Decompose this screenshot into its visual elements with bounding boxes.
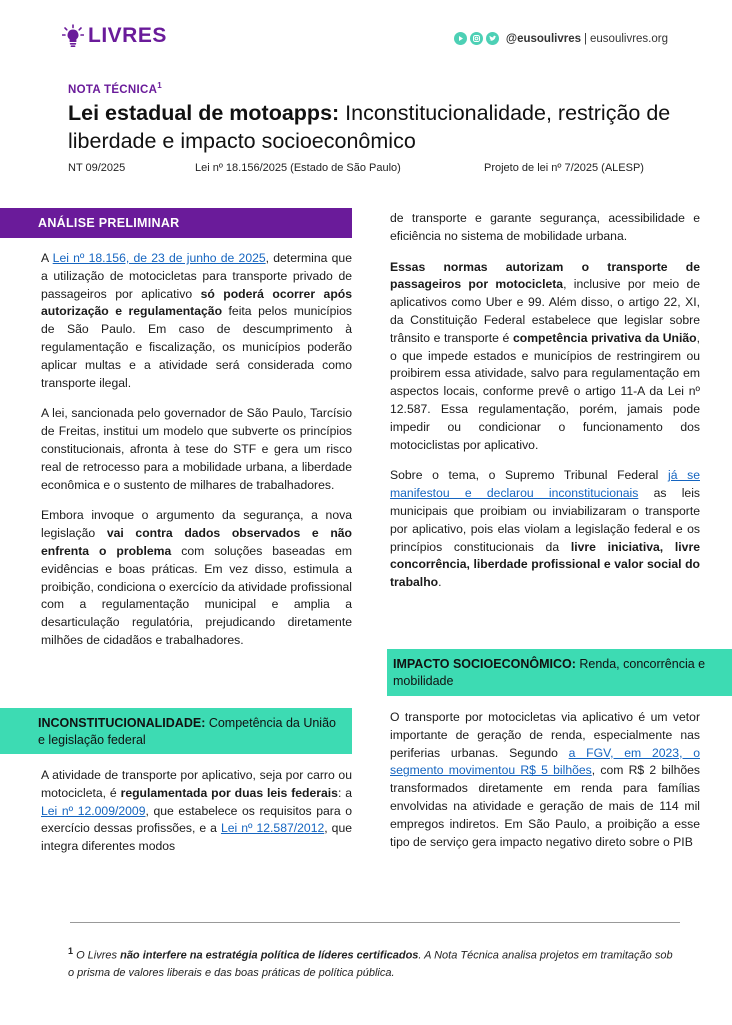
footnote — [68, 943, 678, 982]
left-column-bottom — [41, 767, 352, 869]
text-run: , com R$ 2 bilhões transformados diretamente em renda para famílias envolvidas na atividade e geração de mais de 114 mil empregos indiretos. Em São Paulo, a proibição a esse tipo de serviço gera impacto negativo direto sobre o PIB — [390, 763, 700, 849]
emphasis-text: vai contra dados observados e não enfrenta o problema — [41, 526, 352, 558]
section-impacto-bold: IMPACTO SOCIOECONÔMICO: — [393, 657, 576, 671]
text-run: as leis municipais que proibiam ou inviabilizaram o transporte por aplicativo, pois elas violam a legislação federal e os princípios constitucionais da — [390, 486, 700, 554]
instagram-icon[interactable] — [470, 32, 483, 45]
title-bold: Lei estadual de motoapps: — [68, 101, 340, 125]
youtube-icon[interactable] — [454, 32, 467, 45]
lightbulb-icon — [62, 24, 84, 48]
link-fgv-2023[interactable]: a FGV, em 2023, o segmento movimentou R$ 5 bilhões — [390, 745, 700, 778]
footnote-mark: 1 — [68, 946, 74, 956]
text-run: O Livres — [73, 949, 121, 962]
paragraph-renda — [390, 709, 700, 851]
right-column-top — [390, 210, 700, 605]
text-run: . — [438, 575, 442, 590]
text-run: A — [41, 251, 53, 265]
text-run: com soluções baseadas em evidências e boas práticas. Em vez disso, estimula a proibição, condiciona o exercício da atividade profissional com a regulamentação municipal e amplia a desarticulação regulatória, prejudicando diretamente milhões de cidadãos e trabalhadores. — [41, 543, 352, 647]
emphasis-text: regulamentada por duas leis federais — [120, 785, 338, 800]
link-stf-decisao[interactable]: já se manifestou e declarou inconstitucionais — [390, 468, 700, 501]
nt-number: NT 09/2025 — [68, 162, 126, 174]
link-lei-12587[interactable]: Lei nº 12.587/2012 — [220, 821, 325, 836]
page-title — [68, 99, 688, 155]
paragraph-transporte-continuacao: de transporte e garante segurança, acessibilidade e eficiência no sistema de mobilidade urbana. — [390, 211, 700, 243]
text-run: . A Nota Técnica analisa projetos em tramitação sob o prisma de valores liberais e das boas práticas de política pública. — [68, 949, 673, 979]
text-run: O transporte por motocicletas via aplicativo é um vetor importante de geração de renda, especialmente nas periferias urbanas. Segundo — [390, 710, 700, 760]
paragraph-leis-federais — [41, 767, 352, 856]
law-reference: Lei nº 18.156/2025 (Estado de São Paulo) — [195, 162, 401, 174]
link-lei-12009[interactable]: Lei nº 12.009/2009 — [41, 803, 146, 818]
paragraph-seguranca — [41, 507, 352, 649]
emphasis-text: competência privativa da União — [512, 330, 697, 345]
livres-logo[interactable] — [62, 24, 167, 48]
social-handle[interactable]: @eusoulivres — [505, 32, 582, 45]
text-run: : a — [337, 785, 352, 800]
section-impacto-rest: Renda, concorrência e mobilidade — [393, 657, 706, 688]
header-separator: | — [584, 32, 588, 45]
paragraph-normas-autorizam — [390, 259, 700, 455]
footnote-divider — [70, 922, 680, 923]
paragraph-stf — [390, 467, 700, 592]
text-run: Sobre o tema, o Supremo Tribunal Federal — [390, 468, 669, 483]
right-column-bottom — [390, 709, 700, 864]
link-lei-18156[interactable]: Lei nº 18.156, de 23 de junho de 2025 — [52, 251, 266, 265]
section-analise-preliminar: ANÁLISE PRELIMINAR — [0, 208, 352, 238]
text-run: , inclusive por meio de aplicativos como Uber e 99. Além disso, o artigo 22, XI, da Constituição Federal estabelece que legislar sobre trânsito e transporte é — [390, 277, 700, 345]
text-run: A atividade de transporte por aplicativo, seja por carro ou motocicleta, é — [41, 768, 352, 800]
text-run: feita pelos municípios de São Paulo. Em caso de descumprimento à regulamentação e fiscalização, os municípios poderão aplicar multas e a atividade será considerada como transporte ilegal. — [41, 304, 352, 390]
kicker-text: NOTA TÉCNICA — [68, 83, 158, 96]
section-inconst-rest: Competência da União e legislação federal — [38, 716, 336, 747]
left-column-top — [41, 250, 352, 663]
text-run: , determina que a utilização de motocicletas para transporte privado de passageiros por aplicativo — [41, 251, 352, 301]
bill-reference: Projeto de lei nº 7/2025 (ALESP) — [484, 162, 644, 174]
paragraph-sancionada: A lei, sancionada pelo governador de São Paulo, Tarcísio de Freitas, institui um modelo que subverte os princípios constitucionais, afronta à tese do STF e gera um risco real de retrocesso para a mobilidade urbana, a liberdade econômica e o sustento de milhares de trabalhadores. — [41, 406, 352, 492]
text-run: , o que impede estados e municípios de restringirem ou proibirem essa atividade, salvo para regulamentação em aspectos locais, conforme prevê o artigo 11-A da Lei nº 12.587. Essa regulamentação, porém, jamais pode impedir ou condicionar o funcionamento dos motociclistas por aplicativo. — [390, 330, 700, 452]
document-kicker — [68, 81, 162, 96]
paragraph-lei-18156 — [41, 250, 352, 392]
title-rest: Inconstitucionalidade, restrição de liberdade e impacto socioeconômico — [68, 101, 671, 153]
emphasis-text: só poderá ocorrer após autorização e regulamentação — [41, 286, 352, 319]
text-run: , que integra diferentes modos — [41, 821, 353, 854]
section-impacto-socioeconomico — [387, 649, 732, 696]
kicker-footnote-mark: 1 — [157, 81, 162, 90]
emphasis-text: livre iniciativa, livre concorrência, liberdade profissional e valor social do trabalho — [390, 539, 700, 590]
text-run: Embora invoque o argumento da segurança, a nova legislação — [41, 508, 352, 541]
social-links — [454, 32, 668, 45]
emphasis-text: não interfere na estratégia política de líderes certificados — [120, 949, 419, 962]
section-inconstitucionalidade — [0, 708, 352, 754]
site-link[interactable]: eusoulivres.org — [590, 32, 668, 45]
section-inconst-bold: INCONSTITUCIONALIDADE: — [38, 716, 206, 730]
emphasis-text: Essas normas autorizam o transporte de passageiros por motocicleta — [390, 259, 700, 292]
text-run: , que estabelece os requisitos para o exercício dessas profissões, e a — [41, 803, 352, 836]
twitter-icon[interactable] — [486, 32, 499, 45]
page-header — [0, 0, 732, 70]
logo-text: LIVRES — [88, 24, 167, 47]
